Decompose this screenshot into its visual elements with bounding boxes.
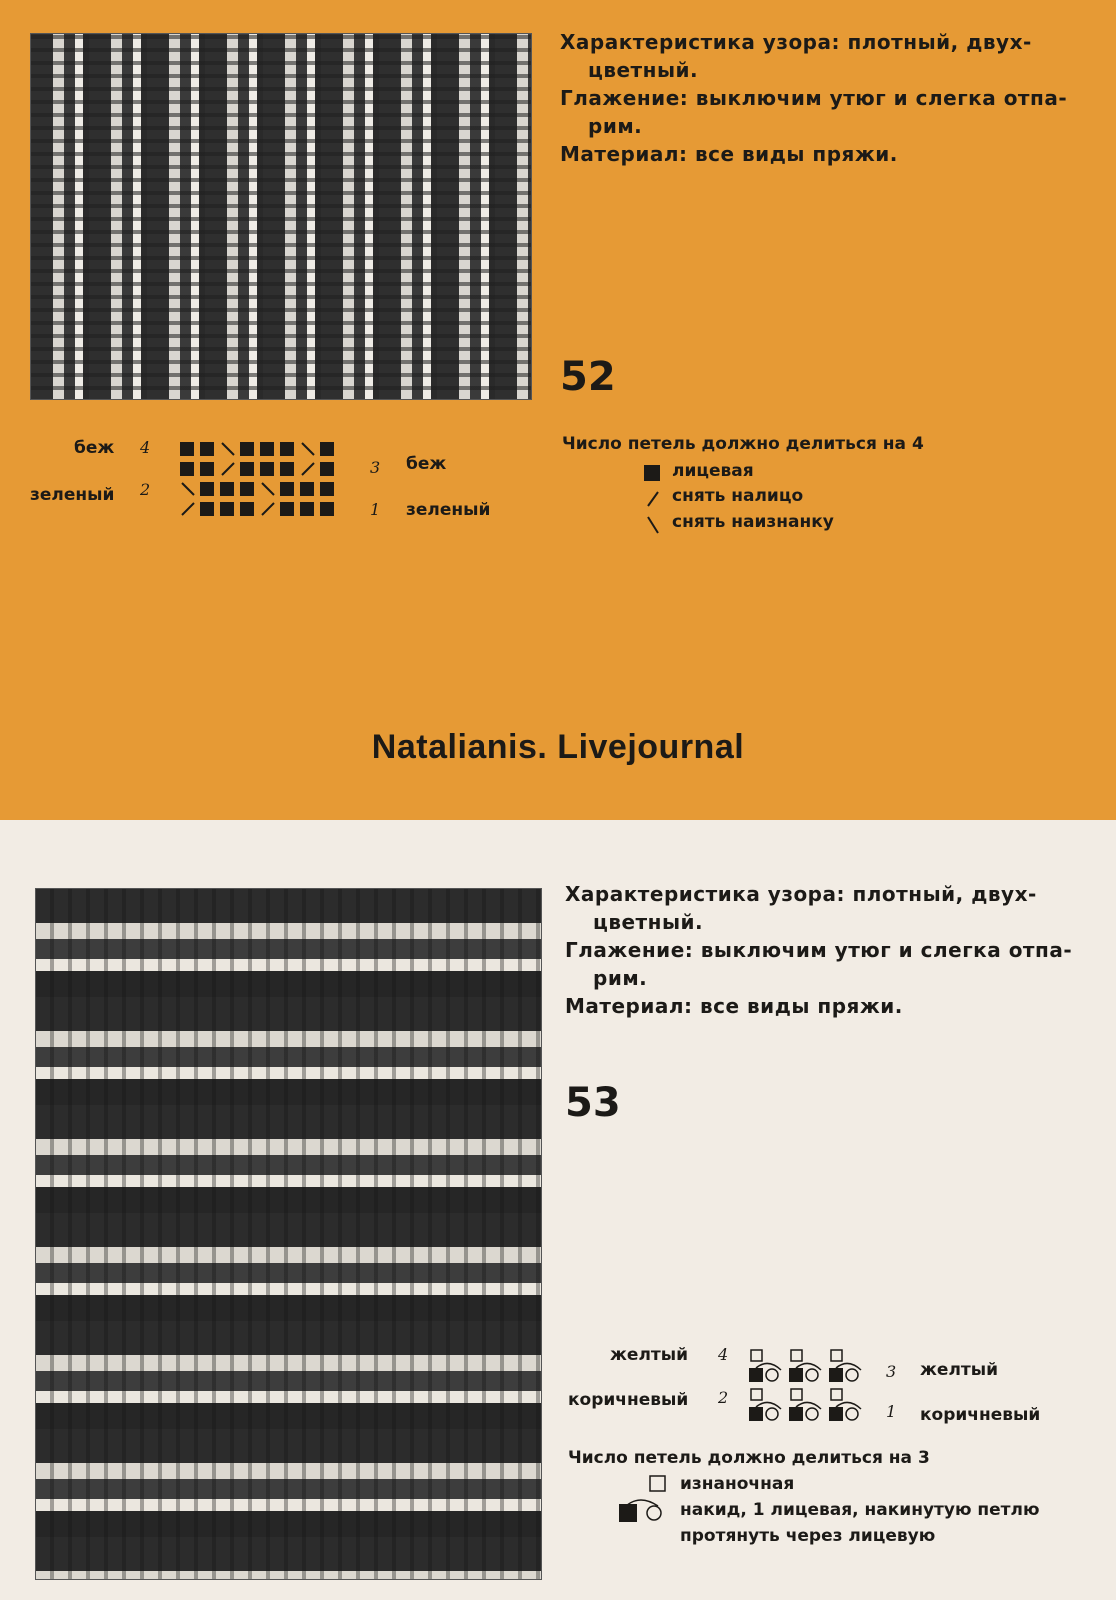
spec-line: Характеристика узора: плотный, двух-: [565, 882, 1037, 906]
row-2-number: 2: [718, 1388, 729, 1407]
empty-square-icon: [648, 1474, 668, 1494]
backslash-icon: [644, 513, 662, 535]
chart-53-grid: [748, 1348, 878, 1428]
row-3-number: 3: [370, 458, 381, 477]
spec-line: Глажение: выключим утюг и слегка отпа-: [565, 938, 1073, 962]
spec-line: Глажение: выключим утюг и слегка отпа-: [560, 86, 1068, 110]
legend-label: лицевая: [672, 461, 754, 481]
row-4-color-label: желтый: [610, 1345, 689, 1365]
row-4-number: 4: [718, 1345, 729, 1364]
filled-square-icon: [642, 463, 662, 483]
legend-label: изнаночная: [680, 1474, 795, 1494]
row-1-color-label: зеленый: [406, 500, 491, 520]
row-3-number: 3: [886, 1362, 897, 1381]
spec-line: рим.: [588, 114, 643, 138]
pattern-52-spec: [560, 28, 1080, 168]
row-1-color-label: коричневый: [920, 1405, 1041, 1425]
spec-line: Материал: все виды пряжи.: [560, 142, 898, 166]
knit-photo-53: [35, 888, 542, 1580]
knit-photo-52: [30, 33, 532, 400]
row-2-color-label: коричневый: [568, 1390, 689, 1410]
row-3-color-label: желтый: [920, 1360, 999, 1380]
stitch-rule-53: Число петель должно делиться на 3: [568, 1448, 930, 1468]
watermark: Natalianis. Livejournal: [371, 728, 745, 766]
legend-label: накид, 1 лицевая, накинутую петлю: [680, 1500, 1040, 1520]
legend-label: снять наизнанку: [672, 512, 834, 532]
row-1-number: 1: [370, 500, 381, 519]
chart-52-grid: [178, 440, 348, 522]
row-3-color-label: беж: [406, 454, 447, 474]
legend-label: снять налицо: [672, 486, 804, 506]
row-2-number: 2: [140, 480, 151, 499]
legend-label: протянуть через лицевую: [680, 1526, 936, 1546]
row-2-color-label: зеленый: [30, 485, 115, 505]
spec-line: рим.: [593, 966, 648, 990]
spec-line: Материал: все виды пряжи.: [565, 994, 903, 1018]
stitch-rule-52: Число петель должно делиться на 4: [562, 434, 924, 454]
pattern-number-53: 53: [565, 1080, 621, 1126]
spec-line: цветный.: [588, 58, 699, 82]
row-4-number: 4: [140, 438, 151, 457]
row-1-number: 1: [886, 1402, 897, 1421]
filled-square-ring-icon: [618, 1496, 668, 1526]
pattern-number-52: 52: [560, 354, 616, 400]
spec-line: Характеристика узора: плотный, двух-: [560, 30, 1032, 54]
row-4-color-label: беж: [74, 438, 115, 458]
pattern-53-spec: [565, 880, 1085, 1020]
slash-icon: [644, 488, 662, 508]
spec-line: цветный.: [593, 910, 704, 934]
